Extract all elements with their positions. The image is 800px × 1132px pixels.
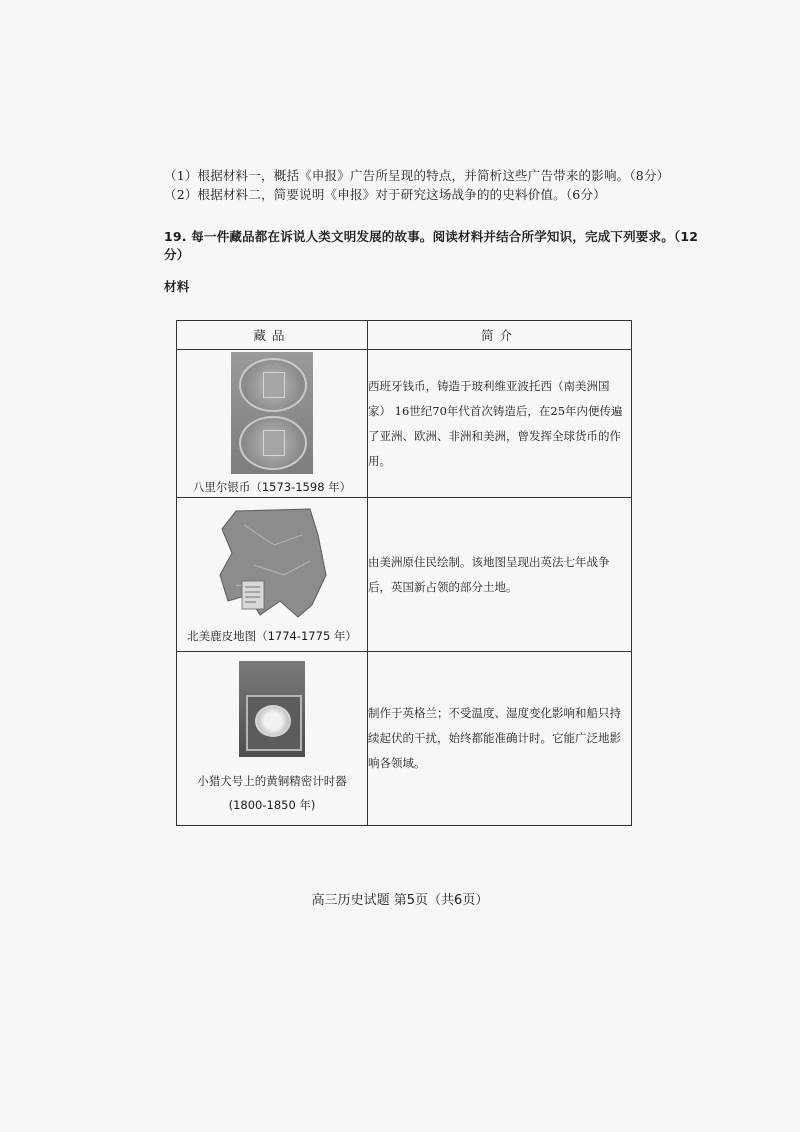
header-introduction: 简介 — [368, 321, 632, 350]
question-18-part-1: （1）根据材料一，概括《申报》广告所呈现的特点，并简析这些广告带来的影响。（8分） — [164, 168, 670, 183]
question-18-part-2: （2）根据材料二，简要说明《申报》对于研究这场战争的的史料价值。（6分） — [164, 187, 606, 202]
item-introduction: 由美洲原住民绘制。该地图呈现出英法七年战争后，英国新占领的部分土地。 — [368, 498, 632, 652]
silver-coins-photo — [231, 352, 313, 474]
item-cell — [177, 350, 368, 498]
item-cell — [177, 498, 368, 652]
table-header-row — [177, 321, 632, 350]
table-row — [177, 350, 632, 498]
material-label: 材料 — [164, 279, 190, 294]
item-caption-line-2: (1800-1850 年) — [228, 797, 316, 812]
item-caption-line-1: 小猎犬号上的黄铜精密计时器 — [197, 773, 347, 788]
item-cell — [177, 652, 368, 826]
item-introduction: 西班牙钱币，铸造于玻利维亚波托西（南美洲国家） 16世纪70年代首次铸造后，在25年内便传遍了亚洲、欧洲、非洲和美洲，曾发挥全球货币的作用。 — [368, 350, 632, 498]
deerskin-map-photo — [214, 505, 330, 621]
table-row — [177, 498, 632, 652]
collection-table — [176, 320, 632, 826]
item-caption: 八里尔银币（1573-1598 年） — [192, 479, 352, 494]
table-row — [177, 652, 632, 826]
item-introduction: 制作于英格兰；不受温度、湿度变化影响和船只持续起伏的干扰，始终都能准确计时。它能广泛地影响各领域。 — [368, 652, 632, 826]
question-19-stem-continued: 分） — [164, 247, 190, 262]
item-caption: 北美鹿皮地图（1774-1775 年） — [187, 628, 357, 643]
header-collection: 藏品 — [177, 321, 368, 350]
brass-chronometer-photo — [239, 661, 305, 757]
page-footer: 高三历史试题 第5页（共6页） — [311, 893, 489, 908]
question-19-stem: 19. 每一件藏品都在诉说人类文明发展的故事。阅读材料并结合所学知识，完成下列要求。（12 — [164, 229, 699, 244]
